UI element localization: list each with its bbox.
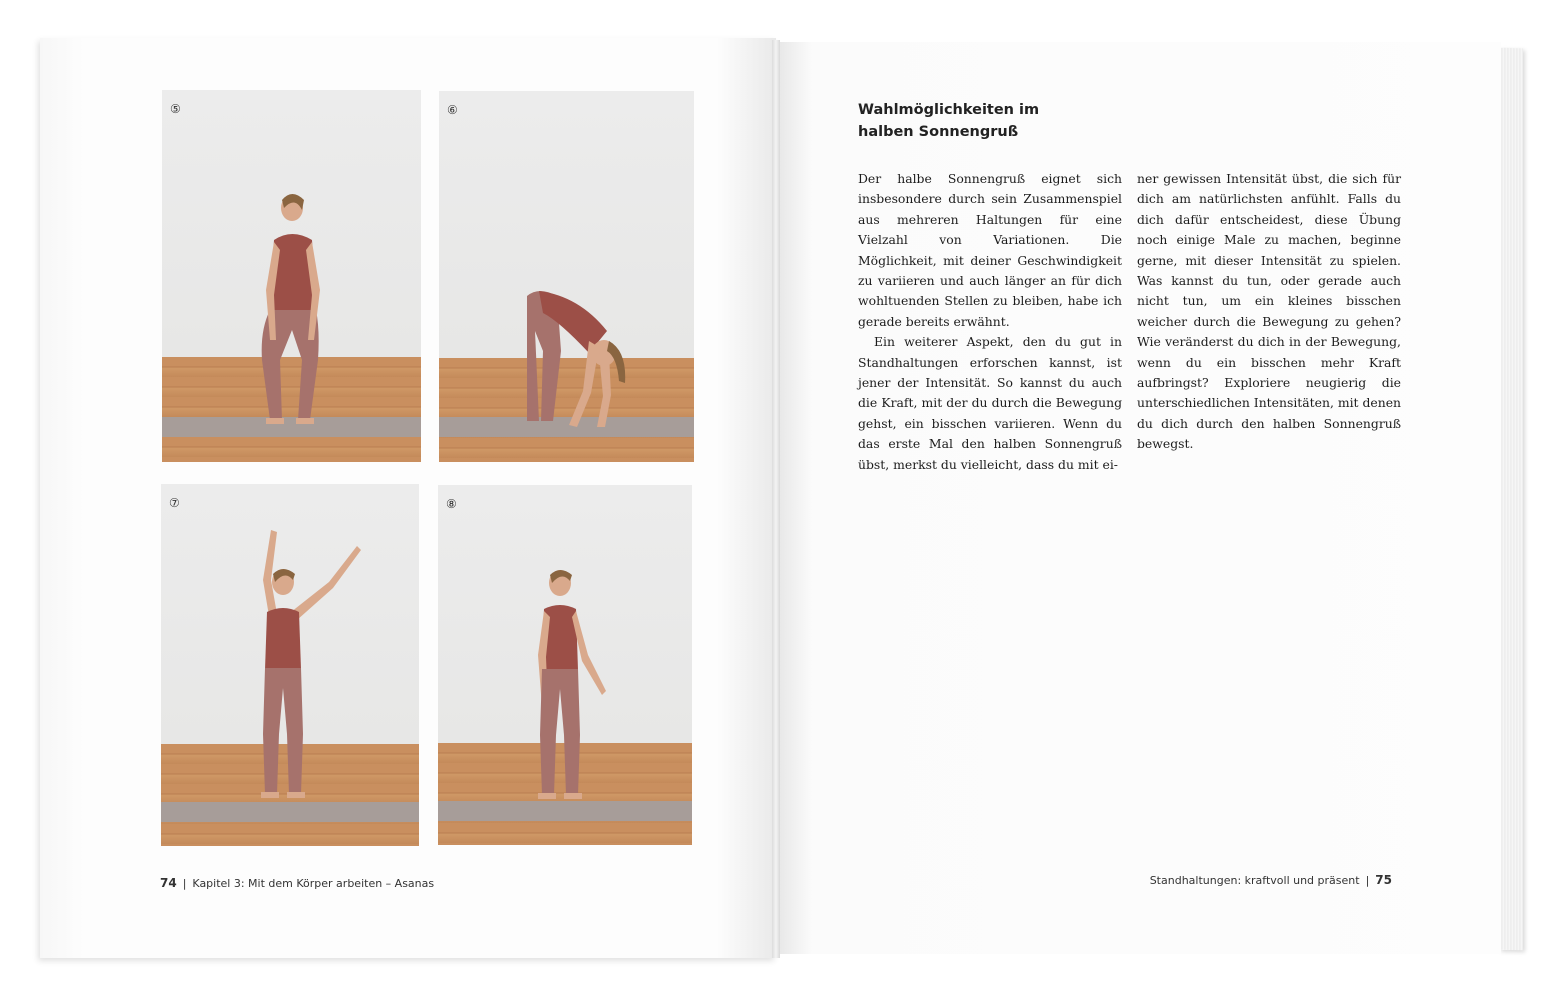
- section-title: Standhaltungen: kraftvoll und präsent: [1149, 874, 1360, 887]
- yoga-figure-squat: [162, 90, 421, 462]
- paragraph: Ein weiterer Aspekt, den du gut in Standhaltungen erforschen kannst, ist jener der Intensität. So kannst du auch die Kraft, mit der du durch die Bewegung gehst, ein bisschen variieren. Wenn du das erste Mal den halben Sonnengruß übst, merkst du vielleicht, dass du mit ei-: [858, 334, 1122, 472]
- photo-number: ⑤: [170, 102, 181, 116]
- page-number-left: 74: [160, 876, 177, 890]
- paragraph: Der halbe Sonnengruß eignet sich insbesondere durch sein Zusammenspiel aus mehreren Haltungen für eine Vielzahl von Variationen. Die Möglichkeit, mit deiner Geschwindigkeit zu variieren und auch länger an für dich wohltuenden Stellen zu bleiben, habe ich gerade bereits erwähnt.: [858, 171, 1122, 329]
- yoga-figure-arms-raised: [161, 484, 419, 846]
- yoga-figure-standing: [438, 485, 692, 845]
- section-heading: [858, 99, 1178, 143]
- photo-number: ⑥: [447, 103, 458, 117]
- heading-line-2: halben Sonnengruß: [858, 124, 1019, 140]
- text-column-2: [1137, 169, 1401, 455]
- footer-separator: |: [1365, 874, 1370, 887]
- page-edges: [1499, 48, 1523, 951]
- footer-separator: |: [182, 877, 187, 890]
- photo-number: ⑦: [169, 496, 180, 510]
- footer-right: [1150, 873, 1392, 887]
- photo-step-7: [161, 484, 419, 846]
- yoga-figure-forward-fold: [439, 91, 694, 462]
- page-number-right: 75: [1375, 873, 1392, 887]
- photo-number: ⑧: [446, 497, 457, 511]
- photo-step-5: [162, 90, 421, 462]
- photo-step-8: [438, 485, 692, 845]
- footer-left: [160, 876, 434, 890]
- text-column-1: [858, 169, 1122, 475]
- heading-line-1: Wahlmöglichkeiten im: [858, 102, 1040, 118]
- book-spine: [772, 40, 780, 958]
- paragraph: ner gewissen Intensität übst, die sich für dich am natürlichsten anfühlt. Falls du dich dafür entscheidest, diese Übung noch einige Male zu machen, beginne gerne, mit dieser Intensität zu spielen. Was kannst du tun, oder gerade auch nicht tun, um ein kleines bisschen weicher durch die Bewegung zu gehen? Wie veränderst du dich in der Bewegung, wenn du ein bisschen mehr Kraft aufbringst? Exploriere neugierig die unterschiedlichen Intensitäten, mit denen du dich durch den halben Sonnengruß bewegst.: [1137, 171, 1402, 452]
- chapter-title: Kapitel 3: Mit dem Körper arbeiten – Asanas: [192, 877, 435, 890]
- photo-step-6: [439, 91, 694, 462]
